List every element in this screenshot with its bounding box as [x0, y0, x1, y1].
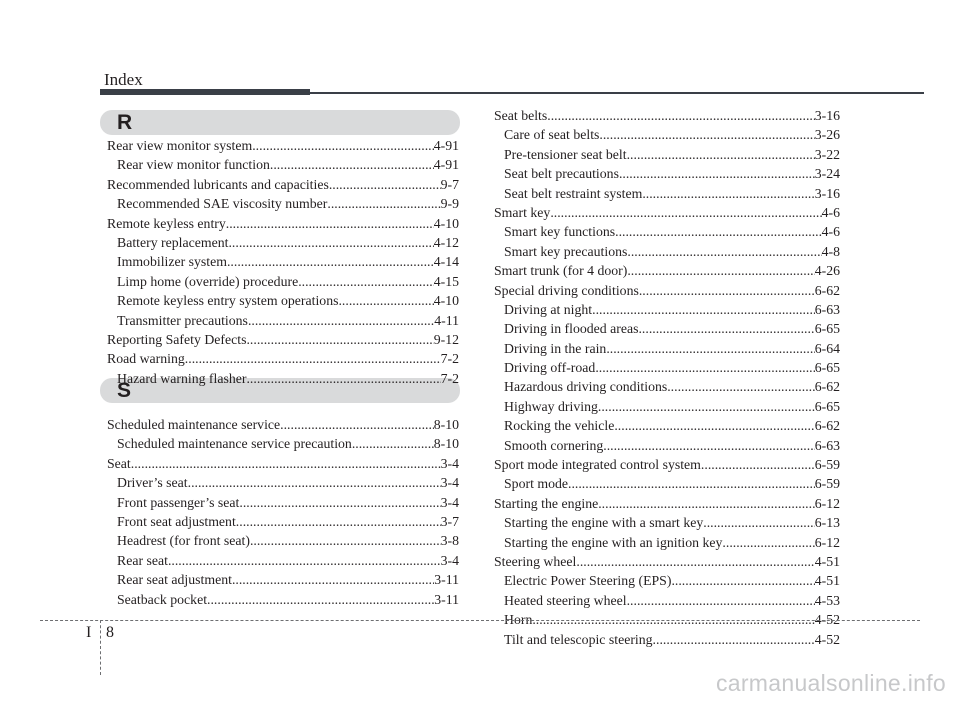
entry-page-ref: 3-4: [440, 455, 459, 471]
entry-page-ref: 3-11: [434, 591, 459, 607]
index-entry: [494, 496, 840, 515]
section-heading-s: S: [100, 378, 460, 403]
dot-leader: [603, 438, 814, 454]
dot-leader: [329, 177, 441, 193]
entry-page-ref: 4-52: [814, 612, 840, 628]
dot-leader: [352, 436, 434, 452]
entry-page-ref: 4-6: [821, 224, 840, 240]
entry-page-ref: 3-24: [814, 166, 840, 182]
entry-title: Starting the engine: [494, 495, 599, 511]
dot-leader: [568, 476, 815, 492]
index-subentry: [107, 572, 459, 591]
entry-title: Scheduled maintenance service: [107, 417, 281, 432]
index-subentry: [107, 436, 459, 455]
dot-leader: [638, 321, 814, 337]
entry-title: Front seat adjustment: [117, 513, 236, 529]
entry-title: Reporting Safety Defects: [107, 331, 247, 347]
entry-title: Scheduled maintenance service precaution: [117, 436, 352, 452]
entry-page-ref: 4-12: [433, 234, 459, 250]
index-subentry: [107, 553, 459, 572]
entry-title: Driving in flooded areas: [504, 321, 639, 337]
entry-page-ref: 3-16: [814, 185, 840, 201]
entry-page-ref: 4-91: [433, 138, 459, 153]
entry-page-ref: 8-10: [433, 436, 459, 452]
dot-leader: [207, 592, 434, 608]
entry-title: Seat: [107, 455, 131, 471]
section-heading-r: R: [100, 110, 460, 135]
entry-page-ref: 6-65: [814, 360, 840, 376]
entry-page-ref: 6-13: [814, 515, 840, 531]
dot-leader: [298, 274, 434, 290]
dot-leader: [338, 293, 433, 309]
entry-page-ref: 4-91: [433, 157, 459, 173]
index-subentry: [107, 293, 459, 312]
entry-page-ref: 4-51: [814, 573, 840, 589]
entry-title: Hazard warning flasher: [117, 370, 247, 386]
index-subentry: [494, 321, 840, 340]
entry-page-ref: 4-14: [433, 254, 459, 270]
entry-page-ref: 3-26: [814, 127, 840, 143]
index-subentry: [107, 475, 459, 494]
index-subentry: [494, 593, 840, 612]
entry-page-ref: 9-7: [440, 176, 459, 192]
entry-title: Transmitter precautions: [117, 312, 248, 328]
entry-page-ref: 4-6: [821, 204, 840, 220]
entry-title: Battery replacement: [117, 234, 229, 250]
entry-title: Headrest (for front seat): [117, 533, 250, 549]
index-entry: [107, 351, 459, 370]
entry-title: Seat belts: [494, 108, 548, 123]
entry-title: Hazardous driving conditions: [504, 379, 668, 395]
dot-leader: [228, 235, 433, 251]
entry-title: Seat belt precautions: [504, 166, 619, 182]
index-entry: [494, 205, 840, 224]
index-subentry: [494, 573, 840, 592]
dot-leader: [598, 399, 815, 415]
index-entry: [494, 554, 840, 573]
dot-leader: [185, 351, 441, 367]
dot-leader: [188, 475, 441, 491]
index-subentry: [107, 533, 459, 552]
index-subentry: [494, 186, 840, 205]
dot-leader: [239, 495, 440, 511]
dot-leader: [592, 302, 815, 318]
entry-page-ref: 3-7: [440, 513, 459, 529]
dot-leader: [627, 147, 815, 163]
dot-leader: [615, 224, 821, 240]
entry-title: Special driving conditions: [494, 282, 639, 298]
entry-page-ref: 4-11: [434, 312, 459, 328]
index-subentry: [494, 224, 840, 243]
index-entry: [494, 283, 840, 302]
entry-title: Highway driving: [504, 398, 598, 414]
index-entry: [107, 332, 459, 351]
dot-leader: [627, 244, 821, 260]
index-subentry: [494, 632, 840, 651]
entry-title: Road warning: [107, 351, 185, 367]
dot-leader: [547, 108, 814, 124]
index-subentry: [494, 438, 840, 457]
entry-page-ref: 4-53: [814, 592, 840, 608]
index-subentry: [107, 274, 459, 293]
entry-page-ref: 3-11: [434, 572, 459, 588]
index-subentry: [494, 166, 840, 185]
dot-leader: [131, 456, 441, 472]
dot-leader: [232, 572, 434, 588]
footer-rule: [40, 620, 920, 621]
footer-section-letter: I: [86, 624, 92, 641]
index-subentry: [494, 515, 840, 534]
entry-title: Horn: [504, 612, 533, 628]
index-entry: [107, 138, 459, 157]
entry-title: Rocking the vehicle: [504, 418, 615, 434]
page-title: Index: [104, 70, 143, 89]
entry-page-ref: 6-62: [814, 282, 840, 298]
entry-page-ref: 3-22: [814, 146, 840, 162]
entry-title: Driving off-road: [504, 360, 596, 376]
index-subentry: [107, 157, 459, 176]
entry-page-ref: 9-9: [440, 196, 459, 212]
watermark: carmanualsonline.info: [715, 670, 946, 696]
entry-page-ref: 4-15: [433, 273, 459, 289]
header-accent-bar: [100, 89, 310, 95]
entry-page-ref: 6-64: [814, 340, 840, 356]
index-subentry: [494, 418, 840, 437]
dot-leader: [576, 554, 814, 570]
entry-title: Electric Power Steering (EPS): [504, 573, 672, 589]
index-entry: [494, 108, 840, 127]
dot-leader: [653, 632, 815, 648]
dot-leader: [327, 196, 440, 212]
index-subentry: [107, 495, 459, 514]
index-subentry: [494, 476, 840, 495]
entry-title: Rear view monitor function: [117, 157, 270, 173]
entry-page-ref: 7-2: [440, 351, 459, 367]
entry-page-ref: 9-12: [433, 331, 459, 347]
dot-leader: [246, 332, 433, 348]
index-entry: [494, 263, 840, 282]
entry-page-ref: 4-10: [433, 215, 459, 231]
entry-title: Starting the engine with a smart key: [504, 515, 704, 531]
dot-leader: [248, 313, 434, 329]
dot-leader: [598, 496, 814, 512]
index-subentry: [494, 244, 840, 263]
index-subentry: [494, 302, 840, 321]
entry-page-ref: 6-62: [814, 379, 840, 395]
entry-page-ref: 3-4: [440, 494, 459, 510]
dot-leader: [619, 166, 815, 182]
index-subentry: [494, 379, 840, 398]
dot-leader: [671, 573, 814, 589]
dot-leader: [642, 186, 814, 202]
entry-title: Remote keyless entry system operations: [117, 293, 339, 309]
page-number: 8: [106, 624, 114, 641]
entry-title: Driving at night: [504, 301, 593, 317]
entry-page-ref: 6-12: [814, 534, 840, 550]
index-list-s-left: [107, 417, 459, 611]
index-list-s-right: [494, 108, 840, 651]
footer-divider: [100, 620, 101, 675]
index-entry: [494, 457, 840, 476]
entry-title: Sport mode integrated control system: [494, 457, 701, 473]
entry-title: Smart key functions: [504, 224, 616, 240]
dot-leader: [226, 216, 434, 232]
entry-page-ref: 6-63: [814, 301, 840, 317]
index-subentry: [107, 371, 459, 390]
entry-title: Smart key: [494, 204, 551, 220]
index-subentry: [494, 341, 840, 360]
entry-title: Care of seat belts: [504, 127, 600, 143]
entry-page-ref: 8-10: [433, 417, 459, 432]
entry-title: Rear view monitor system: [107, 138, 253, 153]
index-entry: [107, 456, 459, 475]
dot-leader: [280, 417, 434, 433]
index-subentry: [494, 147, 840, 166]
dot-leader: [627, 263, 814, 279]
entry-title: Front passenger’s seat: [117, 494, 240, 510]
entry-page-ref: 6-65: [814, 398, 840, 414]
entry-title: Smart key precautions: [504, 243, 628, 259]
entry-title: Immobilizer system: [117, 254, 227, 270]
index-subentry: [494, 612, 840, 631]
entry-title: Smart trunk (for 4 door): [494, 263, 628, 279]
entry-title: Pre-tensioner seat belt: [504, 146, 627, 162]
dot-leader: [246, 371, 440, 387]
index-subentry: [494, 535, 840, 554]
entry-title: Seatback pocket: [117, 591, 208, 607]
entry-title: Heated steering wheel: [504, 592, 627, 608]
dot-leader: [595, 360, 814, 376]
entry-page-ref: 6-62: [814, 418, 840, 434]
index-subentry: [107, 514, 459, 533]
entry-page-ref: 6-59: [814, 476, 840, 492]
entry-page-ref: 4-52: [814, 631, 840, 647]
index-subentry: [494, 127, 840, 146]
entry-page-ref: 3-4: [440, 475, 459, 491]
index-list-r: [107, 138, 459, 390]
entry-title: Steering wheel: [494, 553, 577, 569]
index-entry: [107, 216, 459, 235]
entry-page-ref: 3-4: [440, 552, 459, 568]
entry-page-ref: 3-8: [440, 533, 459, 549]
dot-leader: [270, 157, 434, 173]
entry-title: Remote keyless entry: [107, 215, 226, 231]
dot-leader: [236, 514, 441, 530]
dot-leader: [252, 138, 433, 154]
entry-title: Driving in the rain: [504, 340, 607, 356]
index-entry: [107, 417, 459, 436]
entry-title: Smooth cornering: [504, 437, 604, 453]
dot-leader: [550, 205, 821, 221]
entry-page-ref: 6-65: [814, 321, 840, 337]
index-entry: [107, 177, 459, 196]
dot-leader: [606, 341, 814, 357]
index-subentry: [107, 254, 459, 273]
index-subentry: [107, 196, 459, 215]
entry-page-ref: 7-2: [440, 370, 459, 386]
dot-leader: [168, 553, 441, 569]
entry-title: Recommended SAE viscosity number: [117, 196, 328, 212]
index-subentry: [107, 235, 459, 254]
dot-leader: [614, 418, 814, 434]
index-subentry: [494, 399, 840, 418]
entry-page-ref: 4-51: [814, 553, 840, 569]
dot-leader: [667, 379, 814, 395]
index-subentry: [494, 360, 840, 379]
dot-leader: [599, 127, 814, 143]
entry-title: Sport mode: [504, 476, 568, 492]
entry-title: Rear seat adjustment: [117, 572, 232, 588]
entry-page-ref: 3-16: [814, 108, 840, 123]
entry-page-ref: 4-8: [821, 243, 840, 259]
entry-page-ref: 6-63: [814, 437, 840, 453]
index-subentry: [107, 313, 459, 332]
entry-page-ref: 4-10: [433, 293, 459, 309]
entry-title: Tilt and telescopic steering: [504, 631, 653, 647]
entry-page-ref: 6-12: [814, 495, 840, 511]
entry-page-ref: 4-26: [814, 263, 840, 279]
index-subentry: [107, 592, 459, 611]
entry-title: Seat belt restraint system: [504, 185, 643, 201]
dot-leader: [227, 254, 434, 270]
entry-title: Rear seat: [117, 552, 168, 568]
entry-page-ref: 6-59: [814, 457, 840, 473]
entry-title: Driver’s seat: [117, 475, 188, 491]
entry-title: Starting the engine with an ignition key: [504, 534, 723, 550]
entry-title: Limp home (override) procedure: [117, 273, 299, 289]
dot-leader: [250, 533, 441, 549]
dot-leader: [701, 457, 815, 473]
dot-leader: [627, 593, 815, 609]
header-rule: [310, 92, 924, 94]
entry-title: Recommended lubricants and capacities: [107, 176, 329, 192]
dot-leader: [639, 283, 815, 299]
dot-leader: [703, 515, 814, 531]
dot-leader: [722, 535, 814, 551]
